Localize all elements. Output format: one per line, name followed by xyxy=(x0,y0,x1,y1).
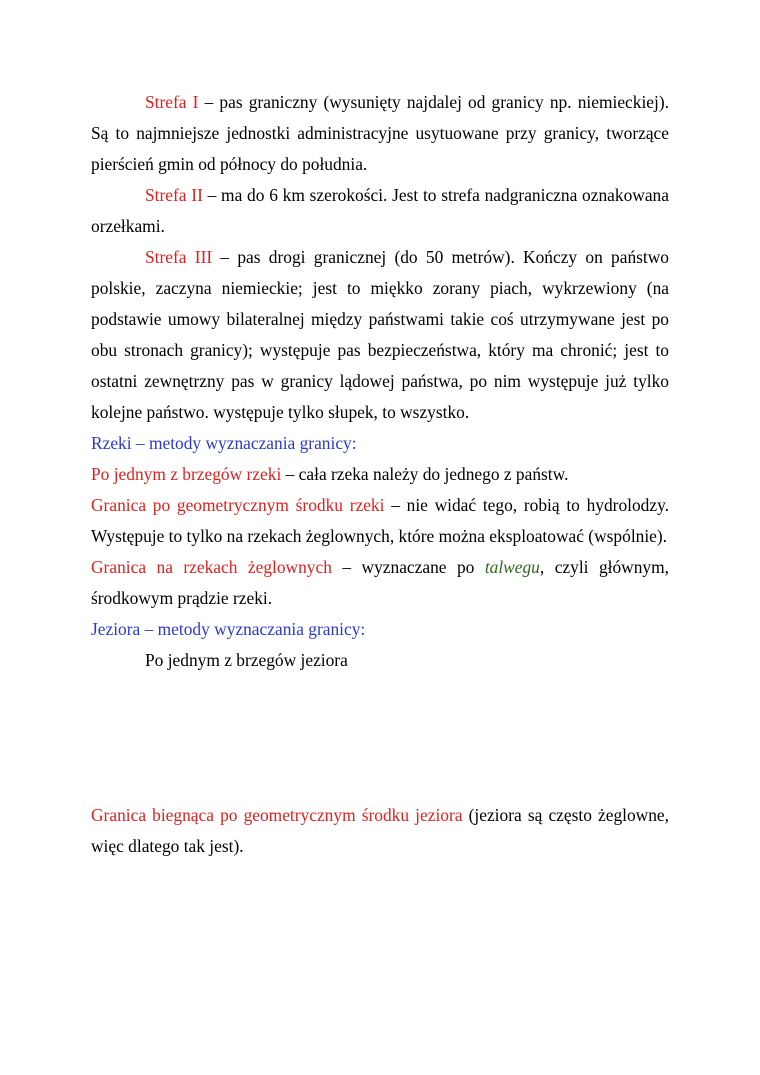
zone-3-text: – pas drogi granicznej (do 50 metrów). Kończy on państwo polskie, zaczyna niemieckie; jest to miękko zorany piach, wykrzewiony (na podstawie umowy bilateralnej między państwami takie coś utrzymywane jest po obu stronach granicy); występuje pas bezpieczeństwa, który ma chronić; jest to ostatni zewnętrzny pas w granicy lądowej państwa, po nim występuje już tylko kolejne państwo. występuje tylko słupek, to wszystko. xyxy=(91,247,669,422)
river-method-2-text: – nie widać tego, robią to hydrolodzy. Występuje to tylko na rzekach żeglownych, które można eksploatować (wspólnie). xyxy=(91,495,669,546)
river-method-3-label: Granica na rzekach żeglownych xyxy=(91,557,332,577)
river-method-1-label: Po jednym z brzegów rzeki xyxy=(91,464,282,484)
zone-3-label: Strefa III xyxy=(145,247,213,267)
blank-space xyxy=(91,676,669,800)
river-method-3-text-after: , czyli głównym, środkowym prądzie rzeki. xyxy=(91,557,670,608)
rivers-heading: Rzeki – metody wyznaczania granicy: xyxy=(91,433,357,453)
river-method-1 xyxy=(91,459,669,490)
thalweg-term: talwegu xyxy=(484,557,540,577)
river-method-2-label: Granica po geometrycznym środku rzeki xyxy=(91,495,385,515)
river-method-3-text-before: – wyznaczane po xyxy=(331,557,485,577)
lake-method-1: Po jednym z brzegów jeziora xyxy=(145,650,348,670)
lake-method-2 xyxy=(91,800,669,862)
zone-2-paragraph xyxy=(91,180,669,242)
zone-1-label: Strefa I xyxy=(145,92,199,112)
river-method-2 xyxy=(91,490,669,552)
river-method-1-text: – cała rzeka należy do jednego z państw. xyxy=(281,464,569,484)
zone-1-text: – pas graniczny (wysunięty najdalej od granicy np. niemieckiej). Są to najmniejsze jednostki administracyjne usytuowane przy granicy, tworzące pierścień gmin od północy do południa. xyxy=(91,92,669,174)
zone-2-text: – ma do 6 km szerokości. Jest to strefa nadgraniczna oznakowana orzełkami. xyxy=(91,185,669,236)
lake-method-2-label: Granica biegnąca po geometrycznym środku jeziora xyxy=(91,805,463,825)
zone-1-paragraph xyxy=(91,87,669,180)
zone-3-paragraph xyxy=(91,242,669,428)
zone-2-label: Strefa II xyxy=(145,185,203,205)
document-page xyxy=(91,87,669,862)
river-method-3 xyxy=(91,552,669,614)
lakes-heading: Jeziora – metody wyznaczania granicy: xyxy=(91,619,366,639)
lake-method-2-text: (jeziora są często żeglowne, więc dlatego tak jest). xyxy=(91,805,669,856)
